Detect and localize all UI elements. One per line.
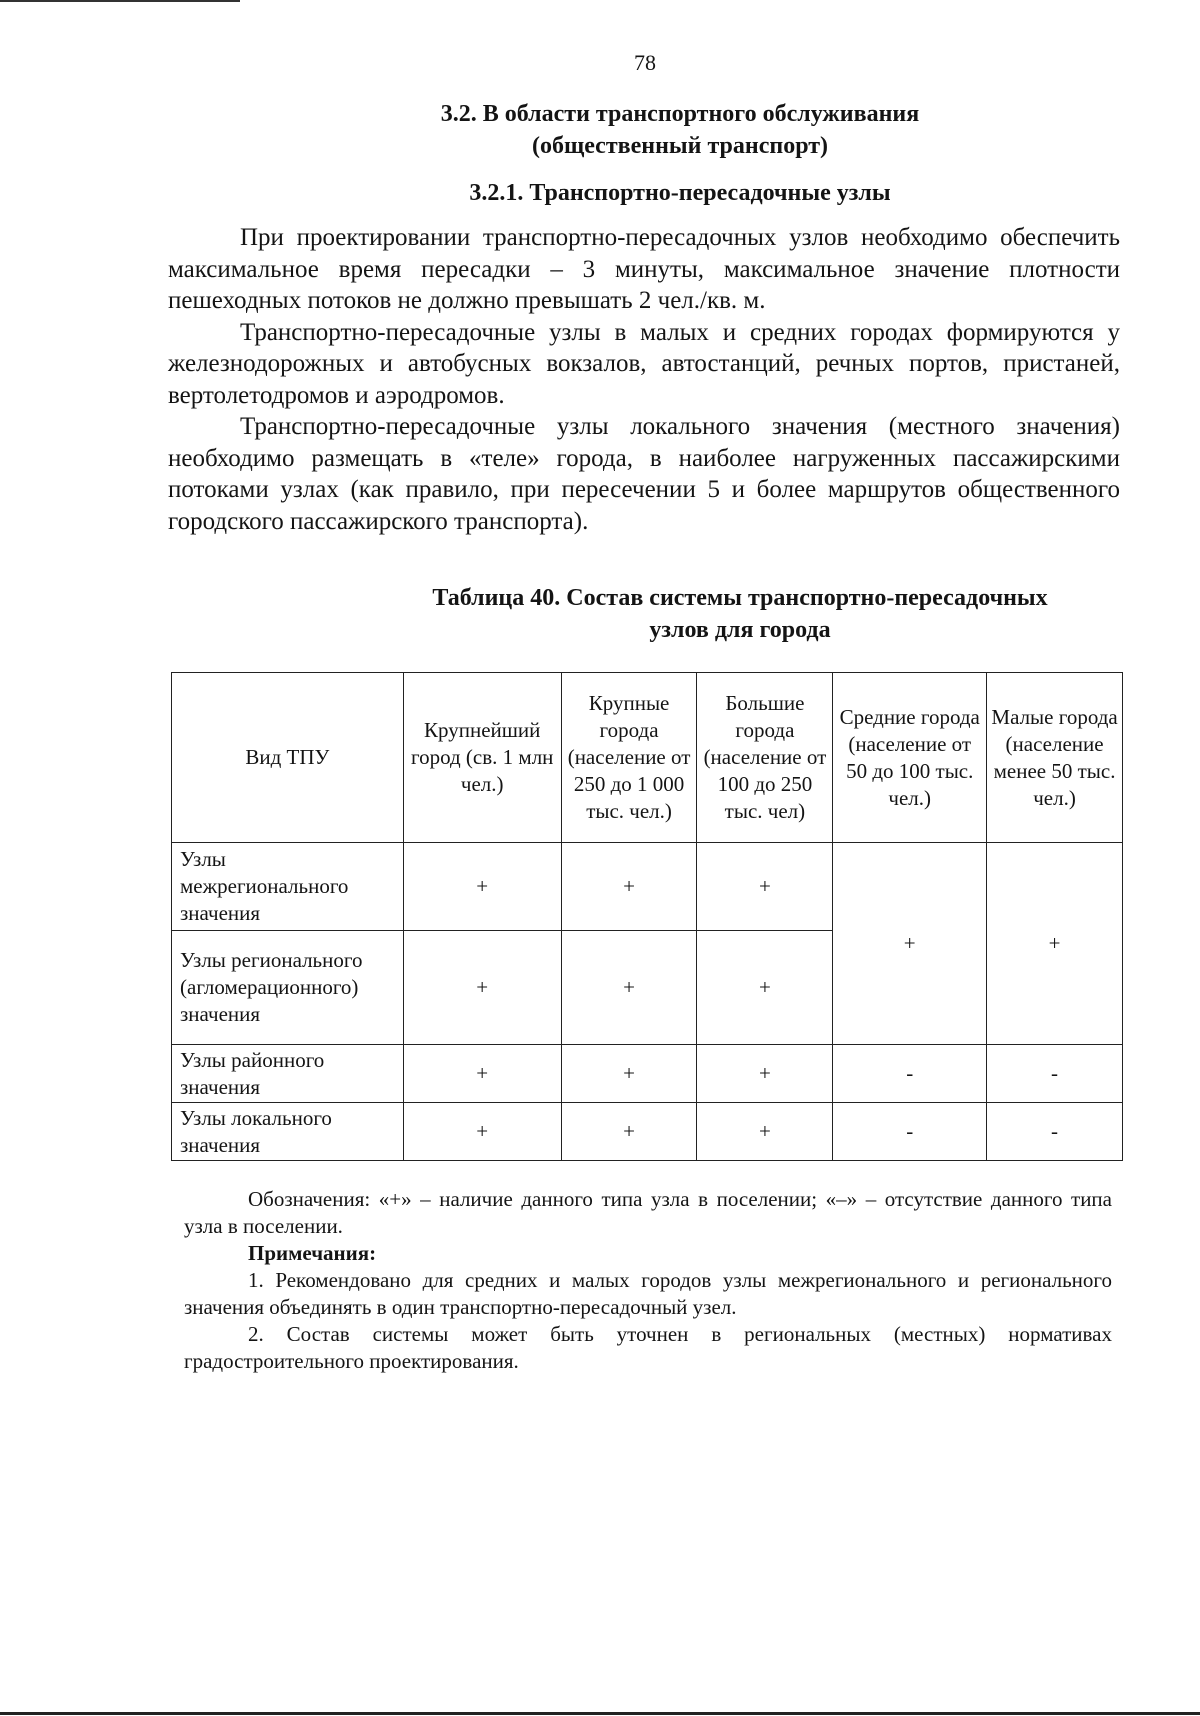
header-type: Вид ТПУ — [172, 673, 404, 843]
cell-district-big: + — [697, 1045, 833, 1103]
cell-regional-big: + — [697, 931, 833, 1045]
section-heading-line2: (общественный транспорт) — [531, 133, 829, 159]
scan-edge-line-bottom — [0, 1712, 1200, 1715]
cell-local-big: + — [697, 1103, 833, 1161]
cell-local-largest: + — [403, 1103, 561, 1161]
note-1: 1. Рекомендовано для средних и малых городов узлы межрегионального и регионального значения объединять в один транспортно-пересадочный узел. — [184, 1268, 1112, 1319]
table-header-row — [172, 673, 1123, 843]
cell-regional-large: + — [561, 931, 697, 1045]
note-2: 2. Состав системы может быть уточнен в региональных (местных) нормативах градостроительного проектирования. — [184, 1322, 1112, 1373]
cell-local-small: - — [987, 1103, 1123, 1161]
page-number: 78 — [634, 50, 656, 75]
header-largest-city: Крупнейший город (св. 1 млн чел.) — [403, 673, 561, 843]
subsection-heading: 3.2.1. Транспортно-пересадочные узлы — [469, 180, 891, 206]
table-row — [172, 1103, 1123, 1161]
cell-district-medium: - — [833, 1045, 987, 1103]
cell-interregional-large: + — [561, 843, 697, 931]
paragraph-2: Транспортно-пересадочные узлы в малых и средних городах формируются у железнодорожных и автобусных вокзалов, автостанций, речных портов, пристаней, вертолетодромов и аэродромов. — [168, 318, 1120, 409]
cell-interregional-big: + — [697, 843, 833, 931]
header-small-cities: Малые города (население менее 50 тыс. чел.) — [987, 673, 1123, 843]
row-label-district: Узлы районного значения — [172, 1045, 404, 1103]
table-row — [172, 843, 1123, 931]
table-title-line2: узлов для города — [649, 617, 831, 643]
cell-merged-small: + — [987, 843, 1123, 1045]
row-label-interregional: Узлы межрегионального значения — [172, 843, 404, 931]
cell-district-large: + — [561, 1045, 697, 1103]
paragraph-1: При проектировании транспортно-пересадочных узлов необходимо обеспечить максимальное время пересадки – 3 минуты, максимальное значение плотности пешеходных потоков не должно превышать 2 чел./кв. м. — [168, 224, 1120, 314]
row-label-regional: Узлы регионального (агломерационного) значения — [172, 931, 404, 1045]
cell-local-medium: - — [833, 1103, 987, 1161]
section-heading — [0, 98, 1200, 162]
cell-interregional-largest: + — [403, 843, 561, 931]
table-title-line1: Таблица 40. Состав системы транспортно-пересадочных — [432, 585, 1048, 611]
header-big-cities: Большие города (население от 100 до 250 тыс. чел) — [697, 673, 833, 843]
paragraph-3: Транспортно-пересадочные узлы локального значения (местного значения) необходимо размещать в «теле» города, в наиболее нагруженных пассажирскими потоками узлах (как правило, при пересечении 5 и более маршрутов общественного городского пассажирского транспорта). — [168, 413, 1120, 535]
cell-merged-medium: + — [833, 843, 987, 1045]
legend-text: Обозначения: «+» – наличие данного типа узла в поселении; «–» – отсутствие данного типа узла в поселении. — [184, 1187, 1112, 1238]
row-label-local: Узлы локального значения — [172, 1103, 404, 1161]
notes-block — [184, 1186, 1112, 1375]
header-medium-cities: Средние города (население от 50 до 100 тыс. чел.) — [833, 673, 987, 843]
cell-district-small: - — [987, 1045, 1123, 1103]
tpu-table — [171, 672, 1123, 1161]
header-large-cities: Крупные города (население от 250 до 1 000 тыс. чел.) — [561, 673, 697, 843]
scan-edge-line-top — [0, 0, 240, 2]
table-title — [280, 582, 1200, 646]
table-row — [172, 1045, 1123, 1103]
notes-heading: Примечания: — [248, 1241, 377, 1265]
cell-district-largest: + — [403, 1045, 561, 1103]
cell-local-large: + — [561, 1103, 697, 1161]
section-heading-line1: 3.2. В области транспортного обслуживания — [440, 101, 920, 127]
cell-regional-largest: + — [403, 931, 561, 1045]
body-text — [168, 222, 1120, 537]
